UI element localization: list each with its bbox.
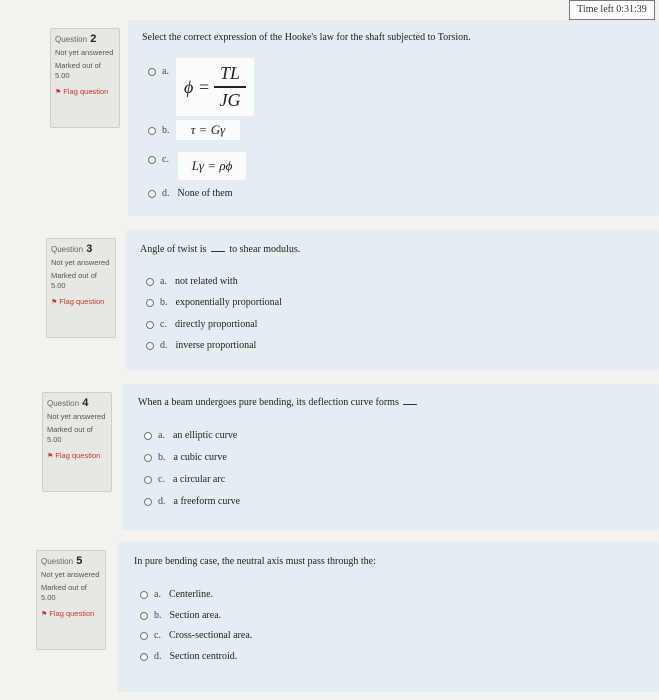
option-text: Cross-sectional area. (168, 630, 253, 641)
question-text: Select the correct expression of the Hooke's law for the shaft subjected to Torsion. (142, 32, 471, 43)
option-text: a freeform curve (173, 496, 241, 507)
question-text: Angle of twist is to shear modulus. (140, 244, 301, 255)
marked-out-value: 5.00 (51, 281, 66, 290)
question-number: Question 5 (41, 555, 83, 567)
radio-button[interactable] (148, 68, 156, 76)
flag-icon: ⚑ (41, 611, 48, 618)
option-b-formula: τ = Gγ (176, 120, 240, 140)
question-status: Not yet answered (51, 258, 110, 267)
option-letter: a. (162, 66, 169, 77)
option-b[interactable] (146, 297, 282, 308)
question-status: Not yet answered (47, 412, 106, 421)
option-c[interactable] (140, 630, 252, 641)
question-panel-2 (128, 20, 659, 216)
marked-out-label: Marked out of (41, 583, 87, 592)
option-letter: d. (154, 651, 162, 662)
flag-question-link[interactable]: ⚑ Flag question (51, 297, 105, 306)
option-letter: d. (162, 188, 170, 199)
fraction (214, 63, 246, 111)
flag-question-link[interactable]: ⚑ Flag question (55, 87, 109, 96)
option-b[interactable] (148, 125, 178, 136)
option-d[interactable] (144, 496, 240, 507)
option-d[interactable] (146, 340, 256, 351)
question-panel-3 (126, 230, 659, 370)
question-info-2 (50, 28, 120, 128)
option-text: a circular arc (172, 474, 226, 485)
flag-icon: ⚑ (47, 453, 54, 460)
fraction-denominator: JG (219, 89, 241, 110)
radio-button[interactable] (144, 476, 152, 484)
option-letter: c. (162, 154, 169, 165)
question-info-5 (36, 550, 106, 650)
option-text: None of them (177, 188, 233, 199)
option-letter: b. (154, 610, 162, 621)
option-letter: c. (160, 319, 167, 330)
question-text: When a beam undergoes pure bending, its deflection curve forms (138, 397, 419, 408)
option-text: directly proportional (174, 319, 258, 330)
flag-icon: ⚑ (55, 89, 62, 96)
formula-lhs: ϕ = (184, 76, 210, 97)
radio-button[interactable] (140, 632, 148, 640)
marked-out-label: Marked out of (51, 271, 97, 280)
radio-button[interactable] (146, 299, 154, 307)
option-d[interactable] (148, 188, 233, 199)
radio-button[interactable] (146, 321, 154, 329)
option-letter: a. (154, 589, 161, 600)
radio-button[interactable] (148, 190, 156, 198)
option-letter: d. (158, 496, 166, 507)
option-letter: b. (160, 297, 168, 308)
option-text: inverse proportional (175, 340, 257, 351)
radio-button[interactable] (146, 278, 154, 286)
marked-out-value: 5.00 (41, 593, 56, 602)
flag-question-link[interactable]: ⚑ Flag question (41, 609, 95, 618)
option-letter: b. (162, 125, 170, 136)
option-letter: d. (160, 340, 168, 351)
answer-blank (403, 398, 417, 405)
option-c[interactable] (148, 154, 177, 165)
option-text: Centerline. (168, 589, 214, 600)
option-text: an elliptic curve (172, 430, 238, 441)
radio-button[interactable] (140, 612, 148, 620)
option-text: exponentially proportional (175, 297, 282, 308)
option-a[interactable] (146, 276, 238, 287)
time-left-timer: Time left 0:31:39 (569, 0, 655, 20)
option-a[interactable] (148, 66, 177, 77)
option-a[interactable] (140, 589, 213, 600)
radio-button[interactable] (148, 127, 156, 135)
answer-blank (211, 245, 225, 252)
marked-out-value: 5.00 (47, 435, 62, 444)
option-letter: a. (160, 276, 167, 287)
question-number: Question 2 (55, 33, 97, 45)
question-text: In pure bending case, the neutral axis must pass through the: (134, 556, 376, 567)
question-panel-4 (122, 384, 659, 530)
marked-out-value: 5.00 (55, 71, 70, 80)
option-c[interactable] (144, 474, 225, 485)
option-a[interactable] (144, 430, 237, 441)
option-text: a cubic curve (173, 452, 227, 463)
option-text: Section centroid. (169, 651, 238, 662)
radio-button[interactable] (144, 432, 152, 440)
radio-button[interactable] (140, 653, 148, 661)
flag-icon: ⚑ (51, 299, 58, 306)
option-letter: c. (154, 630, 161, 641)
flag-question-link[interactable]: ⚑ Flag question (47, 451, 101, 460)
question-number: Question 3 (51, 243, 93, 255)
question-number: Question 4 (47, 397, 89, 409)
option-letter: c. (158, 474, 165, 485)
question-info-4 (42, 392, 112, 492)
radio-button[interactable] (140, 591, 148, 599)
marked-out-label: Marked out of (47, 425, 93, 434)
option-a-formula (176, 58, 254, 116)
fraction-bar (214, 86, 246, 88)
option-text: Section area. (169, 610, 222, 621)
option-c[interactable] (146, 319, 257, 330)
fraction-numerator: TL (219, 63, 240, 84)
option-c-formula: Lγ = ρϕ (178, 152, 246, 180)
question-status: Not yet answered (55, 48, 114, 57)
radio-button[interactable] (144, 454, 152, 462)
option-b[interactable] (140, 610, 221, 621)
option-text: not related with (174, 276, 238, 287)
question-status: Not yet answered (41, 570, 100, 579)
radio-button[interactable] (144, 498, 152, 506)
option-letter: b. (158, 452, 166, 463)
marked-out-label: Marked out of (55, 61, 101, 70)
option-letter: a. (158, 430, 165, 441)
option-d[interactable] (140, 651, 237, 662)
question-info-3 (46, 238, 116, 338)
radio-button[interactable] (146, 342, 154, 350)
question-panel-5 (118, 542, 659, 692)
radio-button[interactable] (148, 156, 156, 164)
option-b[interactable] (144, 452, 227, 463)
